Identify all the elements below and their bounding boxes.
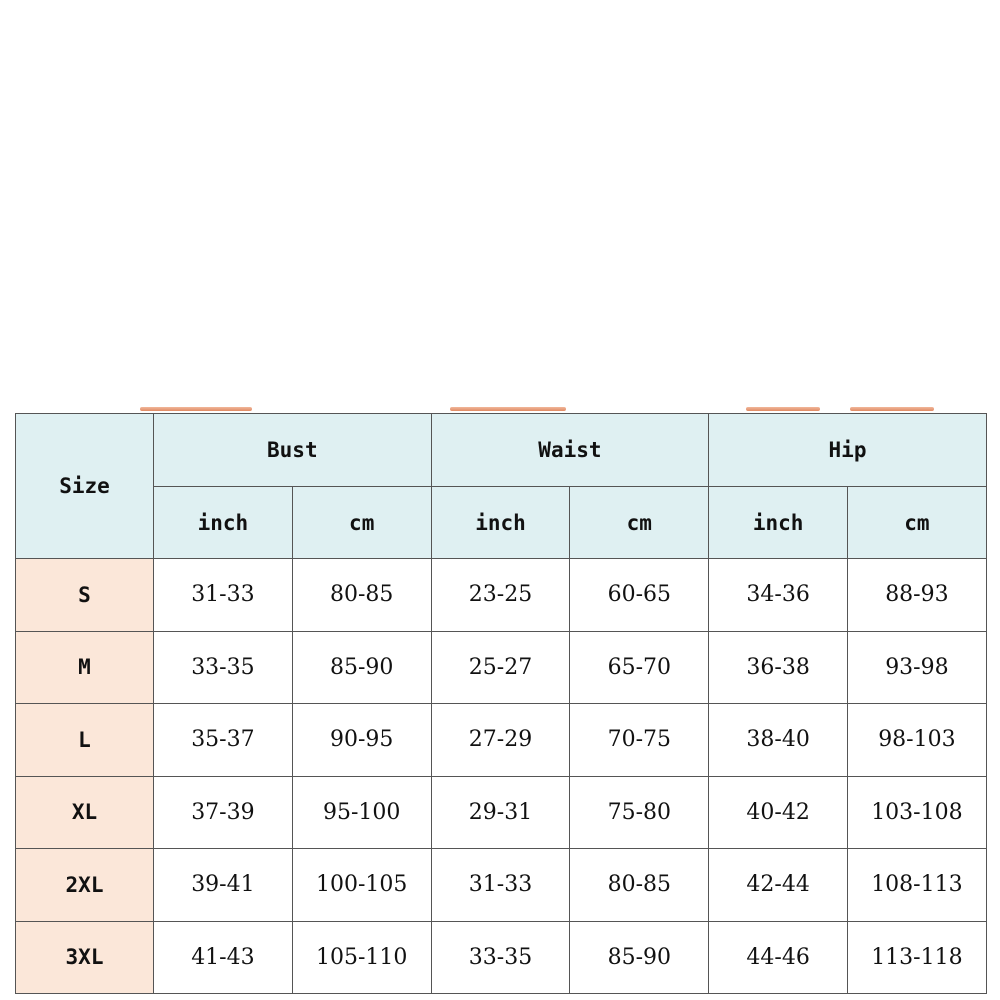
unit-header: cm xyxy=(292,487,431,559)
table-cell: 80-85 xyxy=(570,849,709,922)
size-label: 3XL xyxy=(16,921,154,994)
table-cell: 23-25 xyxy=(431,559,570,632)
table-cell: 70-75 xyxy=(570,704,709,777)
table-cell: 88-93 xyxy=(848,559,987,632)
group-header-waist: Waist xyxy=(431,414,709,487)
table-cell: 25-27 xyxy=(431,631,570,704)
table-cell: 98-103 xyxy=(848,704,987,777)
header-row-groups xyxy=(16,414,987,487)
table-cell: 90-95 xyxy=(292,704,431,777)
unit-header: cm xyxy=(848,487,987,559)
unit-header: inch xyxy=(709,487,848,559)
size-header: Size xyxy=(16,414,154,559)
decorative-strip xyxy=(140,407,252,411)
table-cell: 33-35 xyxy=(431,921,570,994)
size-chart-table xyxy=(15,413,987,994)
table-cell: 65-70 xyxy=(570,631,709,704)
size-label: 2XL xyxy=(16,849,154,922)
table-cell: 100-105 xyxy=(292,849,431,922)
size-label: M xyxy=(16,631,154,704)
table-cell: 95-100 xyxy=(292,776,431,849)
table-row xyxy=(16,559,987,632)
table-cell: 36-38 xyxy=(709,631,848,704)
size-label: L xyxy=(16,704,154,777)
decorative-strip xyxy=(850,407,934,411)
unit-header: cm xyxy=(570,487,709,559)
table-row xyxy=(16,776,987,849)
group-header-bust: Bust xyxy=(154,414,432,487)
decorative-strip xyxy=(450,407,566,411)
size-label: XL xyxy=(16,776,154,849)
table-row xyxy=(16,631,987,704)
size-label: S xyxy=(16,559,154,632)
table-cell: 44-46 xyxy=(709,921,848,994)
table-row xyxy=(16,849,987,922)
table-cell: 29-31 xyxy=(431,776,570,849)
table-cell: 33-35 xyxy=(154,631,293,704)
table-cell: 35-37 xyxy=(154,704,293,777)
table-cell: 93-98 xyxy=(848,631,987,704)
unit-header: inch xyxy=(431,487,570,559)
table-cell: 31-33 xyxy=(431,849,570,922)
table-cell: 103-108 xyxy=(848,776,987,849)
table-cell: 42-44 xyxy=(709,849,848,922)
table-cell: 105-110 xyxy=(292,921,431,994)
table-cell: 80-85 xyxy=(292,559,431,632)
table-cell: 41-43 xyxy=(154,921,293,994)
table-cell: 85-90 xyxy=(570,921,709,994)
header-row-units xyxy=(16,487,987,559)
table-cell: 108-113 xyxy=(848,849,987,922)
unit-header: inch xyxy=(154,487,293,559)
table-cell: 40-42 xyxy=(709,776,848,849)
table-cell: 85-90 xyxy=(292,631,431,704)
table-cell: 60-65 xyxy=(570,559,709,632)
table-row xyxy=(16,704,987,777)
table-row xyxy=(16,921,987,994)
table-cell: 34-36 xyxy=(709,559,848,632)
table-cell: 113-118 xyxy=(848,921,987,994)
table-cell: 37-39 xyxy=(154,776,293,849)
table-cell: 27-29 xyxy=(431,704,570,777)
decorative-strip xyxy=(746,407,820,411)
group-header-hip: Hip xyxy=(709,414,987,487)
table-cell: 31-33 xyxy=(154,559,293,632)
table-cell: 75-80 xyxy=(570,776,709,849)
table-cell: 38-40 xyxy=(709,704,848,777)
table-cell: 39-41 xyxy=(154,849,293,922)
